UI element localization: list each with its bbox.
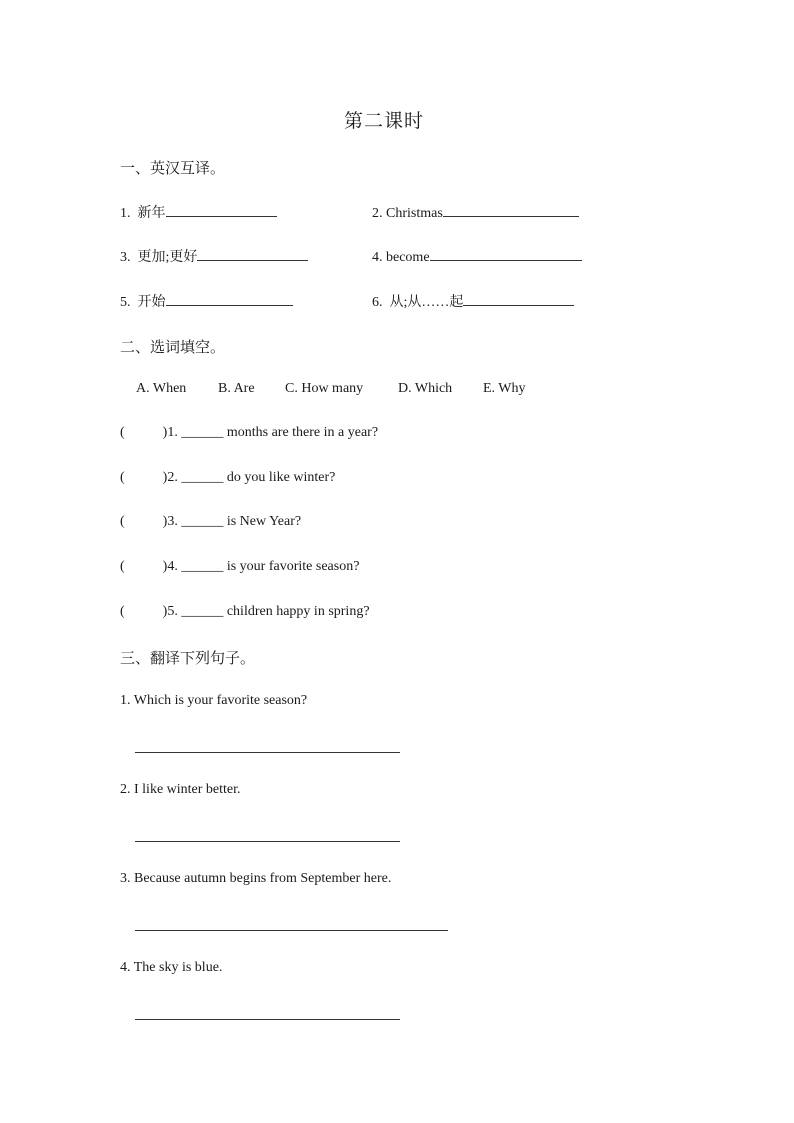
question-text: is New Year? [226,514,302,529]
translate-item-3 [120,246,308,266]
question-number: )3. [162,514,178,529]
question-2 [120,470,335,486]
section-1-heading: 一、英汉互译。 [120,161,226,177]
option-e: E. Why [483,381,526,396]
question-number: )1. [162,425,178,440]
item-number: 3. [120,250,131,265]
answer-paren-open: ( [120,604,125,619]
question-number: )4. [162,559,178,574]
answer-line-1[interactable] [135,752,400,753]
answer-blank[interactable] [166,202,277,217]
answer-paren-open: ( [120,425,125,440]
answer-blank[interactable] [430,246,582,261]
option-b: B. Are [218,381,255,396]
item-text: become [386,250,430,265]
answer-blank[interactable] [463,291,574,306]
page-title: 第二课时 [344,111,425,132]
sentence-2: 2. I like winter better. [120,782,241,797]
sentence-4: 4. The sky is blue. [120,960,223,975]
translate-item-2 [372,202,579,222]
answer-line-3[interactable] [135,930,448,931]
answer-blank[interactable] [166,291,293,306]
sentence-3: 3. Because autumn begins from September here. [120,871,392,886]
fill-blank[interactable]: ______ [181,559,224,574]
fill-blank[interactable]: ______ [181,514,224,529]
option-c: C. How many [285,381,364,396]
question-text: is your favorite season? [226,559,360,574]
answer-paren-open: ( [120,559,125,574]
answer-paren-open: ( [120,514,125,529]
section-2-heading: 二、选词填空。 [120,340,226,356]
item-text: 开始 [137,295,166,310]
translate-item-1 [120,202,277,222]
answer-blank[interactable] [197,246,308,261]
option-d: D. Which [398,381,453,396]
option-a: A. When [136,381,187,396]
item-number: 2. [372,206,383,221]
translate-item-6 [372,291,574,311]
answer-line-2[interactable] [135,841,400,842]
item-number: 5. [120,295,131,310]
section-3-heading: 三、翻译下列句子。 [120,651,256,667]
item-number: 4. [372,250,383,265]
fill-blank[interactable]: ______ [181,604,224,619]
question-text: children happy in spring? [226,604,370,619]
question-text: months are there in a year? [226,425,379,440]
question-3 [120,514,301,530]
item-text: Christmas [386,206,443,221]
fill-blank[interactable]: ______ [181,425,224,440]
answer-blank[interactable] [443,202,579,217]
question-text: do you like winter? [226,470,336,485]
item-text: 更加;更好 [137,250,198,265]
question-number: )5. [162,604,178,619]
answer-paren-open: ( [120,470,125,485]
answer-line-4[interactable] [135,1019,400,1020]
item-text: 新年 [137,206,166,221]
question-number: )2. [162,470,178,485]
sentence-1: 1. Which is your favorite season? [120,693,308,708]
item-number: 6. [372,295,383,310]
question-1 [120,425,378,441]
item-number: 1. [120,206,131,221]
translate-item-4 [372,246,582,266]
fill-blank[interactable]: ______ [181,470,224,485]
translate-item-5 [120,291,293,311]
question-4 [120,559,359,575]
item-text: 从;从……起 [389,295,464,310]
question-5 [120,604,370,620]
